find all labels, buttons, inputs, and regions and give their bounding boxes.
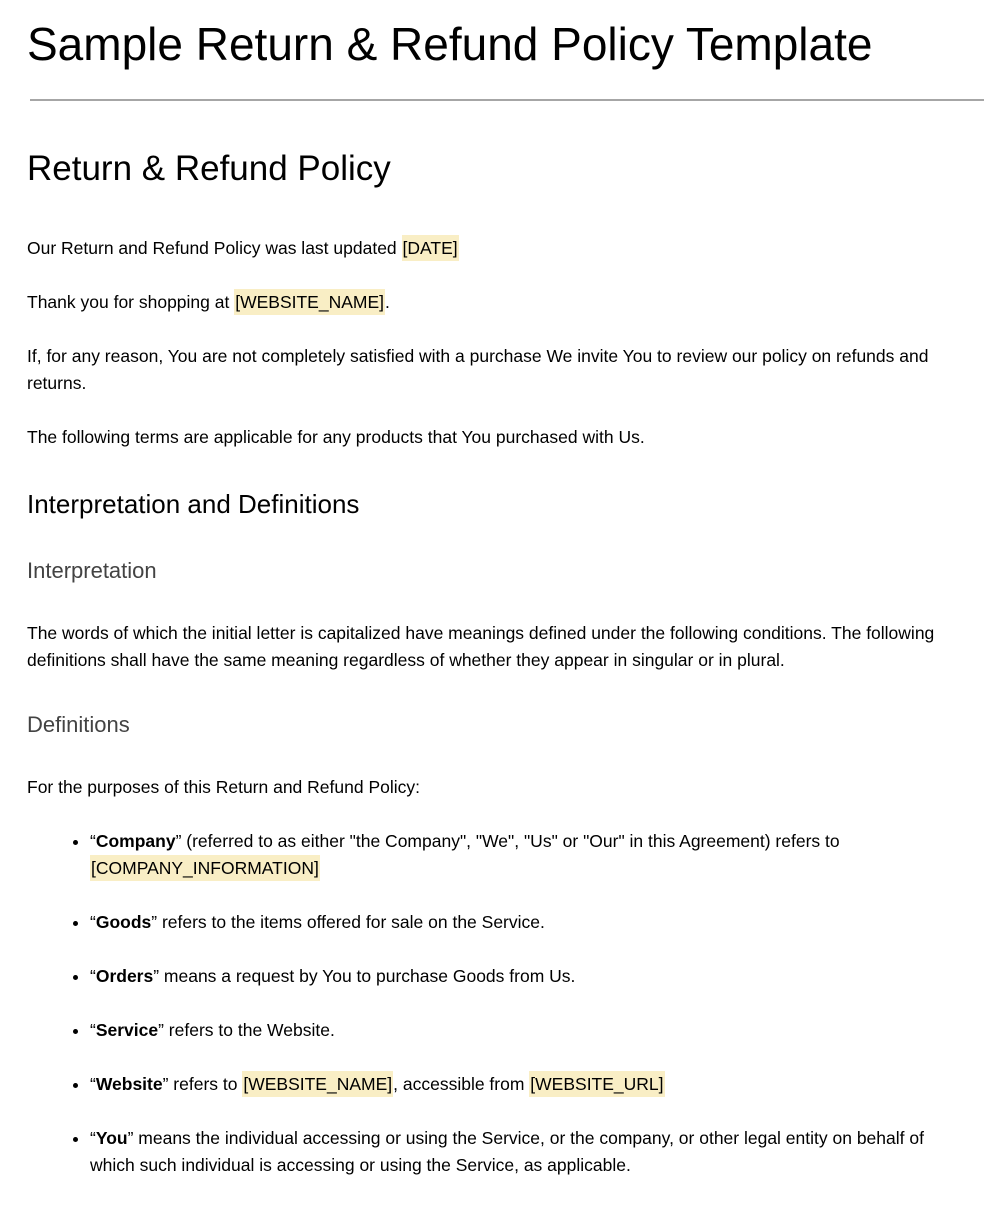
paragraph-satisfaction: If, for any reason, You are not completely satisfied with a purchase We invite You to review our policy on refunds and returns.: [27, 346, 929, 393]
heading-definitions: Definitions: [27, 712, 130, 737]
defined-term-goods: Goods: [95, 912, 152, 932]
website-url-placeholder: [WEBSITE_URL]: [529, 1071, 664, 1097]
doc-main-heading: Return & Refund Policy: [27, 149, 391, 188]
paragraph-last-updated: [27, 235, 960, 262]
defined-term-you: You: [95, 1128, 128, 1148]
text-segment: .: [385, 292, 390, 312]
text-segment: “: [90, 1020, 96, 1040]
heading-interpretation-and-definitions: Interpretation and Definitions: [27, 489, 360, 519]
defined-term-company: Company: [95, 831, 176, 851]
text-segment: “: [90, 831, 96, 851]
text-segment: “: [90, 912, 96, 932]
text-segment: Thank you for shopping at: [27, 292, 235, 312]
text-segment: Our Return and Refund Policy was last updated: [27, 238, 402, 258]
definition-item-website: [90, 1071, 960, 1098]
text-segment: ” means a request by You to purchase Goods from Us.: [153, 966, 576, 986]
paragraph-interpretation-body: The words of which the initial letter is capitalized have meanings defined under the following conditions. The following definitions shall have the same meaning regardless of whether they appear in singular or in plural.: [27, 623, 935, 670]
definition-item-goods: [90, 909, 960, 936]
date-placeholder: [DATE]: [402, 235, 459, 261]
paragraph-terms-applicable: The following terms are applicable for any products that You purchased with Us.: [27, 427, 645, 447]
text-segment: ” refers to the items offered for sale on the Service.: [151, 912, 545, 932]
company-information-placeholder: [COMPANY_INFORMATION]: [90, 855, 320, 881]
definition-item-service: [90, 1017, 960, 1044]
defined-term-website: Website: [95, 1074, 163, 1094]
paragraph-thank-you: [27, 289, 960, 316]
text-segment: “: [90, 1074, 96, 1094]
defined-term-orders: Orders: [95, 966, 154, 986]
text-segment: , accessible from: [393, 1074, 530, 1094]
title-divider: [30, 99, 984, 101]
text-segment: ” (referred to as either "the Company", "We", "Us" or "Our" in this Agreement) refers to: [175, 831, 840, 851]
text-segment: ” refers to: [162, 1074, 243, 1094]
definition-item-company: [90, 828, 960, 882]
text-segment: “: [90, 966, 96, 986]
page-title: Sample Return & Refund Policy Template: [27, 18, 873, 70]
website-name-placeholder: [WEBSITE_NAME]: [242, 1071, 393, 1097]
website-name-placeholder: [WEBSITE_NAME]: [234, 289, 385, 315]
text-segment: “: [90, 1128, 96, 1148]
text-segment: ” refers to the Website.: [158, 1020, 335, 1040]
text-segment: ” means the individual accessing or using the Service, or the company, or other legal entity on behalf of which such individual is accessing or using the Service, as applicable.: [90, 1128, 924, 1175]
heading-interpretation: Interpretation: [27, 558, 157, 583]
paragraph-definitions-intro: For the purposes of this Return and Refund Policy:: [27, 777, 420, 797]
defined-term-service: Service: [95, 1020, 159, 1040]
definitions-list: [27, 828, 960, 1179]
definition-item-orders: [90, 963, 960, 990]
definition-item-you: [90, 1125, 960, 1179]
